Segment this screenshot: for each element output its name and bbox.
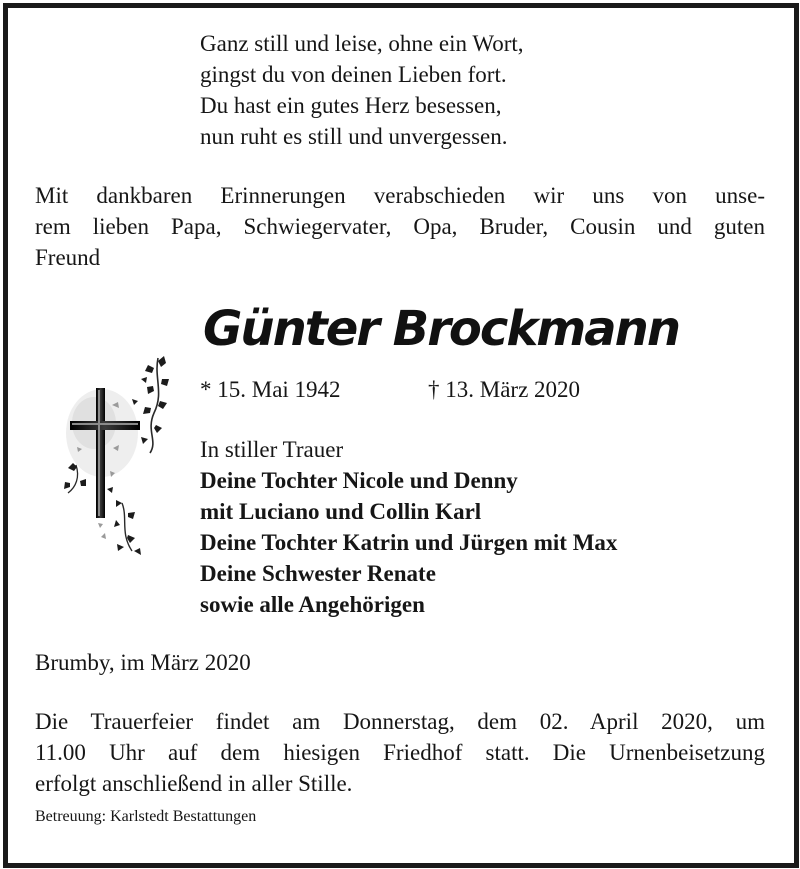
mourner-line: Deine Schwester Renate	[200, 561, 436, 586]
cross-with-ivy-icon	[62, 353, 182, 558]
poem	[200, 28, 524, 152]
place-and-date: Brumby, im März 2020	[35, 650, 251, 675]
mourners-block	[200, 434, 617, 620]
mourner-line: Deine Tochter Katrin und Jürgen mit Max	[200, 530, 618, 555]
intro-line: rem lieben Papa, Schwiegervater, Opa, Bruder, Cousin und guten	[35, 214, 765, 239]
mourner-line: Deine Tochter Nicole und Denny	[200, 468, 518, 493]
intro-line: Freund	[35, 245, 101, 270]
intro-text	[35, 180, 765, 273]
funeral-line: 11.00 Uhr auf dem hiesigen Friedhof statt. Die Urnenbeisetzung	[35, 740, 765, 765]
poem-line: Du hast ein gutes Herz besessen,	[200, 93, 502, 118]
funeral-line: erfolgt anschließend in aller Stille.	[35, 771, 353, 796]
mourner-line: sowie alle Angehörigen	[200, 592, 425, 617]
poem-line: Ganz still und leise, ohne ein Wort,	[200, 31, 524, 56]
funeral-details	[35, 706, 765, 799]
deceased-name: Günter Brockmann	[203, 301, 679, 357]
birth-date: * 15. Mai 1942	[200, 377, 341, 402]
poem-line: nun ruht es still und unvergessen.	[200, 124, 508, 149]
life-dates	[200, 374, 580, 405]
funeral-home-credit: Betreuung: Karlstedt Bestattungen	[35, 808, 257, 825]
mourning-heading: In stiller Trauer	[200, 437, 344, 462]
mourner-line: mit Luciano und Collin Karl	[200, 499, 482, 524]
death-date: † 13. März 2020	[428, 377, 581, 402]
intro-line: Mit dankbaren Erinnerungen verabschieden wir uns von unse-	[35, 183, 765, 208]
poem-line: gingst du von deinen Lieben fort.	[200, 62, 507, 87]
funeral-line: Die Trauerfeier findet am Donnerstag, dem 02. April 2020, um	[35, 709, 765, 734]
